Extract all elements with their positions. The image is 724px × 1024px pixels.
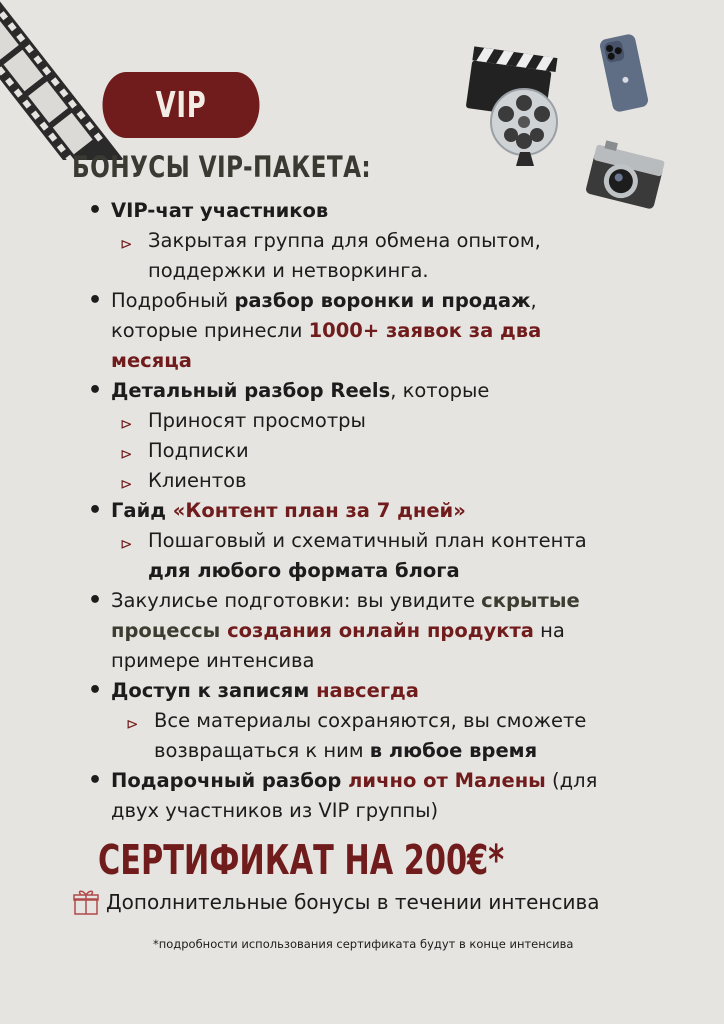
item-text: на (533, 619, 565, 642)
arrow-icon: ⊳ (120, 535, 133, 553)
item-text: двух участников из VIP группы) (111, 799, 439, 822)
list-item (86, 586, 646, 676)
arrow-icon: ⊳ (120, 235, 133, 253)
sub-item (86, 436, 646, 466)
certificate-title: СЕРТИФИКАТ НА 200€* (98, 836, 505, 884)
sub-item (86, 466, 646, 496)
arrow-icon: ⊳ (120, 415, 133, 433)
item-bold: разбор воронки и продаж (234, 289, 531, 312)
vip-badge: VIP (103, 72, 260, 138)
item-bold: Подарочный разбор (111, 769, 349, 792)
item-text: которые принесли (111, 319, 309, 342)
item-highlight: «Контент план за 7 дней» (172, 499, 466, 522)
list-item (86, 376, 646, 406)
list-item (86, 676, 646, 706)
arrow-icon: ⊳ (120, 445, 133, 463)
sub-item-text: Закрытая группа для обмена опытом, (148, 229, 541, 252)
item-highlight: скрытые (481, 589, 580, 612)
item-bold: Доступ к записям (111, 679, 317, 702)
list-item (86, 286, 646, 376)
arrow-icon: ⊳ (120, 475, 133, 493)
item-bold: Гайд (111, 499, 173, 522)
sub-item (86, 226, 646, 286)
gift-icon (72, 888, 100, 916)
list-item (86, 196, 646, 226)
item-highlight: лично от Малены (348, 769, 546, 792)
item-text: Подробный (111, 289, 235, 312)
item-text: , (530, 289, 537, 312)
item-text: VIP-чат участников (111, 199, 329, 222)
page-title: БОНУСЫ VIP-ПАКЕТА: (72, 150, 372, 184)
sub-item (86, 526, 646, 586)
item-bold: Детальный разбор Reels (111, 379, 391, 402)
sub-item-text: Пошаговый и схематичный план контента (148, 529, 587, 552)
sub-item-text: Все материалы сохраняются, вы сможете (154, 709, 587, 732)
sub-item-text: Приносят просмотры (148, 409, 366, 432)
sub-item-bold: в любое время (369, 739, 538, 762)
item-text: примере интенсива (111, 649, 315, 672)
list-item (86, 496, 646, 526)
item-highlight: месяца (111, 349, 192, 372)
sub-item (86, 406, 646, 436)
sub-item-bold: для любого формата блога (148, 559, 460, 582)
sub-item-text: возвращаться к ним (154, 739, 370, 762)
extra-bonus (72, 888, 600, 916)
film-reel-icon (486, 86, 564, 166)
sub-item (86, 706, 646, 766)
phone-icon (592, 32, 656, 114)
bonus-list (86, 196, 646, 826)
item-text: (для (545, 769, 598, 792)
list-item (86, 766, 646, 826)
footnote: *подробности использования сертификата будут в конце интенсива (153, 937, 574, 951)
item-highlight: создания онлайн продукта (227, 619, 534, 642)
item-highlight: навсегда (316, 679, 419, 702)
sub-item-text: Подписки (148, 439, 249, 462)
item-highlight: процессы (111, 619, 228, 642)
arrow-icon: ⊳ (126, 715, 139, 733)
sub-item-text: поддержки и нетворкинга. (148, 259, 429, 282)
item-text: Закулисье подготовки: вы увидите (111, 589, 482, 612)
extra-bonus-text: Дополнительные бонусы в течении интенсива (106, 890, 600, 914)
item-text: , которые (390, 379, 490, 402)
sub-item-text: Клиентов (148, 469, 247, 492)
item-highlight: 1000+ заявок за два (308, 319, 542, 342)
